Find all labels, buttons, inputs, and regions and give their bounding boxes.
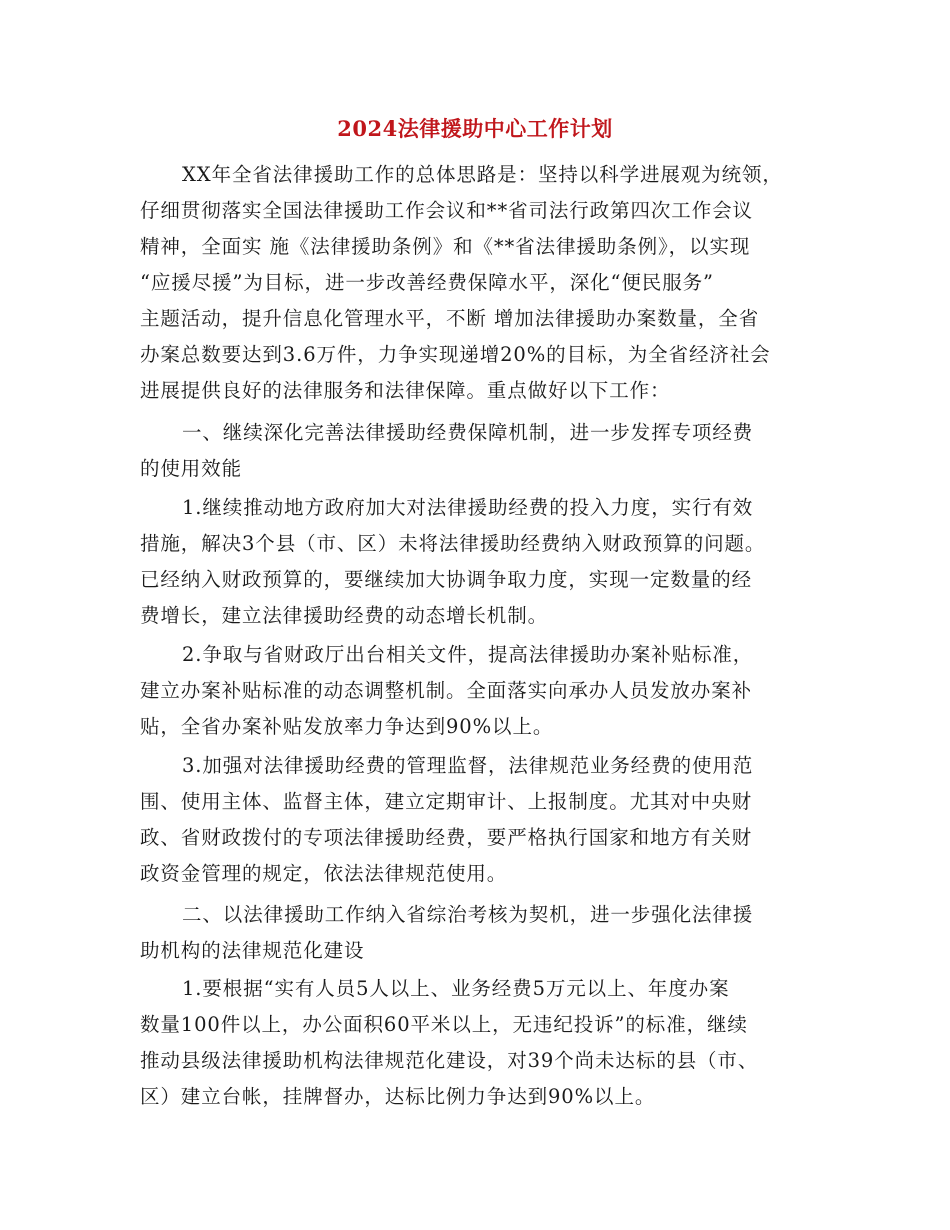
paragraph-intro <box>140 157 840 409</box>
text-line: 数量100件以上，办公面积60平米以上，无违纪投诉”的标准，继续 <box>140 1013 748 1036</box>
text-line: 3.加强对法律援助经费的管理监督，法律规范业务经费的使用范 <box>182 754 754 777</box>
text-line: 进展提供良好的法律服务和法律保障。重点做好以下工作： <box>140 379 671 402</box>
text-line: 办案总数要达到3.6万件，力争实现递增20%的目标，为全省经济社会 <box>140 343 771 366</box>
text-line: 已经纳入财政预算的，要继续加大协调争取力度，实现一定数量的经 <box>140 568 753 591</box>
text-line: 一、继续深化完善法律援助经费保障机制，进一步发挥专项经费 <box>182 421 754 444</box>
text-line: 二、以法律援助工作纳入省综治考核为契机，进一步强化法律援 <box>182 903 754 926</box>
text-line: XX年全省法律援助工作的总体思路是：坚持以科学进展观为统领， <box>182 163 783 186</box>
text-line: 助机构的法律规范化建设 <box>140 939 365 962</box>
text-line: 区）建立台帐，挂牌督办，达标比例力争达到90%以上。 <box>140 1085 656 1108</box>
list-item-1-2 <box>140 637 840 745</box>
list-item-1-3 <box>140 748 840 892</box>
list-item-1-1 <box>140 490 840 634</box>
section-heading-two <box>140 897 840 969</box>
text-line: 推动县级法律援助机构法律规范化建设，对39个尚未达标的县（市、 <box>140 1049 759 1072</box>
section-heading-one <box>140 415 840 487</box>
document-title: 2024法律援助中心工作计划 <box>337 116 613 141</box>
text-line: “应援尽援”为目标，进一步改善经费保障水平，深化“便民服务” <box>140 271 714 294</box>
text-line: 政、省财政拨付的专项法律援助经费，要严格执行国家和地方有关财 <box>140 826 753 849</box>
text-line: 措施，解决3个县（市、区）未将法律援助经费纳入财政预算的问题。 <box>140 532 766 555</box>
text-line: 建立办案补贴标准的动态调整机制。全面落实向承办人员发放办案补 <box>140 679 753 702</box>
text-line: 政资金管理的规定，依法法律规范使用。 <box>140 862 508 885</box>
text-line: 的使用效能 <box>140 457 243 480</box>
list-item-2-1 <box>140 971 840 1115</box>
text-line: 贴，全省办案补贴发放率力争达到90%以上。 <box>140 715 554 738</box>
text-line: 仔细贯彻落实全国法律援助工作会议和**省司法行政第四次工作会议 <box>140 199 753 222</box>
text-line: 费增长，建立法律援助经费的动态增长机制。 <box>140 604 549 627</box>
text-line: 围、使用主体、监督主体，建立定期审计、上报制度。尤其对中央财 <box>140 790 753 813</box>
text-line: 1.要根据“实有人员5人以上、业务经费5万元以上、年度办案 <box>182 977 730 1000</box>
text-line: 2.争取与省财政厅出台相关文件，提高法律援助办案补贴标准， <box>182 643 754 666</box>
text-line: 主题活动，提升信息化管理水平，不断 增加法律援助办案数量，全省 <box>140 307 760 330</box>
text-line: 精神，全面实 施《法律援助条例》和《**省法律援助条例》，以实现 <box>140 235 751 258</box>
text-line: 1.继续推动地方政府加大对法律援助经费的投入力度，实行有效 <box>182 496 754 519</box>
